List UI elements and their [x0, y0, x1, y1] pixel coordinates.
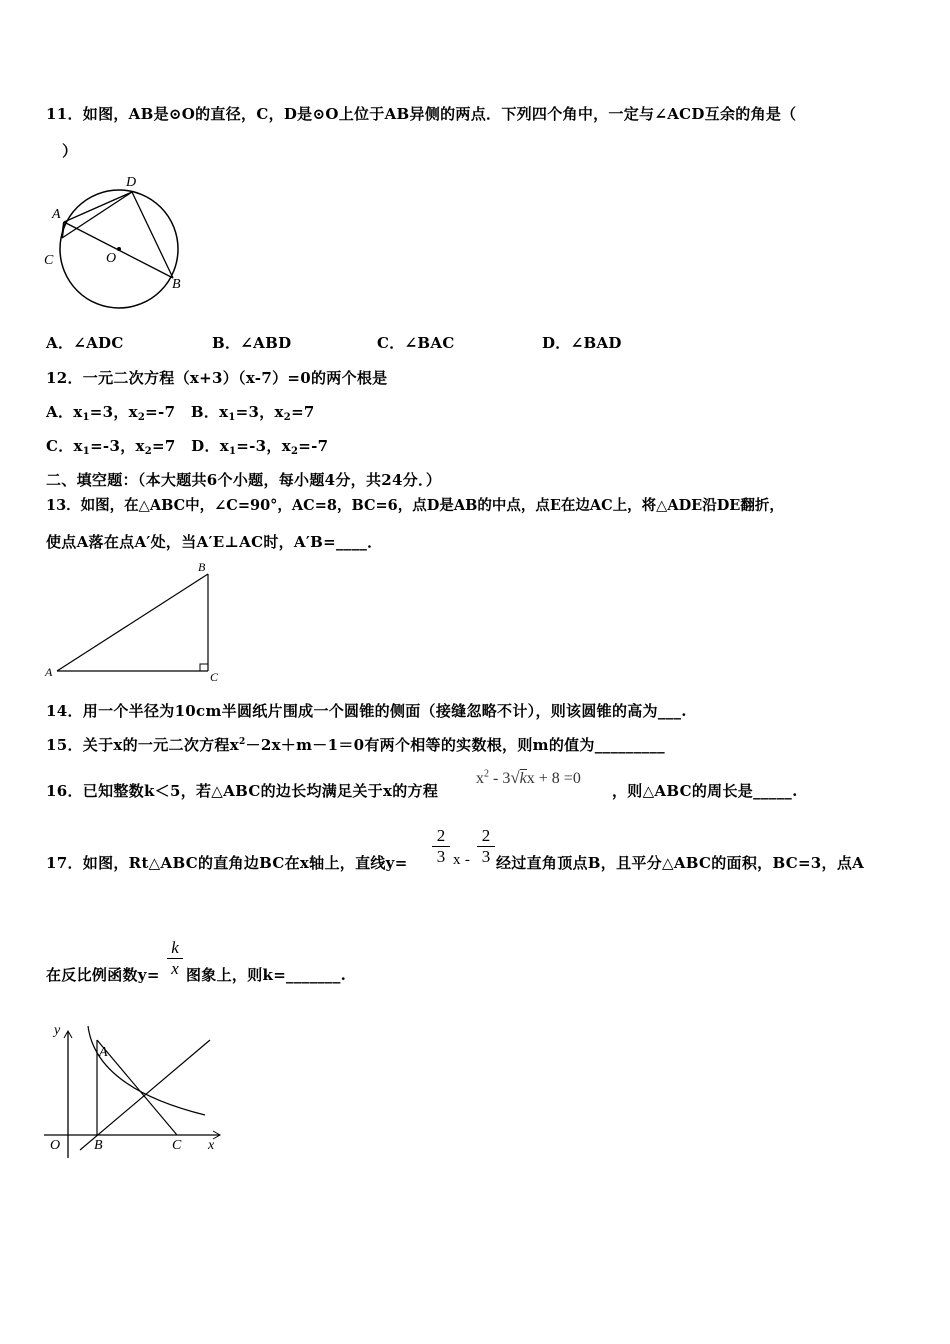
q17-slope-fraction: 2 3 [432, 826, 450, 867]
q11-label-o: O [106, 251, 117, 266]
q17-x-minus: x - [453, 852, 471, 868]
section2-heading: 二、填空题：（本大题共6个小题，每小题4分，共24分．） [46, 471, 442, 489]
q17-stem-line2-prefix: 在反比例函数y= [46, 966, 160, 984]
q11-option-c: C．∠BAC [377, 334, 455, 352]
q12-option-b: B．$x_1=3$，$x_2=7$ [190, 403, 315, 423]
q17-graph-figure [40, 1018, 230, 1163]
q13-triangle-figure [40, 556, 230, 686]
q15-stem: 15．关于x的一元二次方程$x^2-2x+m-1=0$有两个相等的实数根，则m的值为_________ [46, 736, 665, 754]
q13-label-c: C [210, 670, 219, 684]
q12-option-d: D．$x_1=-3$，$x_2=-7$ [191, 437, 329, 457]
q12-option-c: C．$x_1=-3$，$x_2=7$ [46, 437, 176, 457]
q13-label-a: A [45, 665, 53, 679]
q12-option-a: A．$x_1=3$，$x_2=-7$ [46, 403, 176, 423]
q17-intercept-fraction: 2 3 [477, 826, 495, 867]
q11-stem-line2: ） [62, 142, 78, 160]
q14-stem: 14．用一个半径为10cm半圆纸片围成一个圆锥的侧面（接缝忽略不计），则该圆锥的高为___. [46, 702, 687, 720]
q11-label-a: A [52, 207, 61, 222]
q13-stem-line2: 使点A落在点A′处，当A′E⊥AC时，A′B=____． [46, 533, 383, 551]
q11-label-b: B [172, 277, 181, 292]
q12-options-row1 [46, 401, 315, 423]
q12-stem: 12．一元二次方程（x+3）（x-7）=0的两个根是 [46, 369, 388, 387]
q17-label-c: C [172, 1138, 182, 1153]
q17-label-y: y [54, 1023, 61, 1038]
q17-label-o: O [50, 1138, 61, 1153]
q13-stem-line1: 13．如图，在△ABC中，∠C=90°，AC=8，BC=6，点D是AB的中点，点E在边AC上，将△ADE沿DE翻折， [46, 497, 784, 514]
q13-label-b: B [198, 560, 206, 574]
q17-label-x: x [208, 1138, 215, 1153]
q11-stem-line1: 11．如图，AB是⊙O的直径，C，D是⊙O上位于AB异侧的两点．下列四个角中，一定与∠ACD互余的角是（ [46, 105, 797, 123]
q17-stem-prefix: 17．如图，Rt△ABC的直角边BC在x轴上，直线y= [46, 854, 408, 872]
q16-stem-prefix: 16．已知整数k＜5，若△ABC的边长均满足关于x的方程 [46, 782, 439, 800]
q11-label-c: C [44, 253, 54, 268]
q11-option-a: A．∠ADC [46, 334, 124, 352]
q17-stem-line2-suffix: 图象上，则k=_______. [186, 966, 347, 984]
q17-label-b: B [94, 1138, 103, 1153]
q11-circle-figure [40, 172, 190, 317]
q17-label-a: A [99, 1045, 108, 1060]
q11-option-d: D．∠BAD [542, 334, 622, 352]
q16-stem-suffix: ，则△ABC的周长是_____. [612, 782, 798, 800]
q11-label-d: D [126, 175, 137, 190]
q12-options-row2 [46, 435, 328, 457]
q17-inverse-fraction: k x [167, 938, 183, 979]
q17-stem-middle: 经过直角顶点B，且平分△ABC的面积，BC=3，点A [496, 854, 865, 872]
q11-option-b: B．∠ABD [212, 334, 292, 352]
q16-equation: $x^2 - 3√kx + 8 =0$ [476, 768, 581, 787]
